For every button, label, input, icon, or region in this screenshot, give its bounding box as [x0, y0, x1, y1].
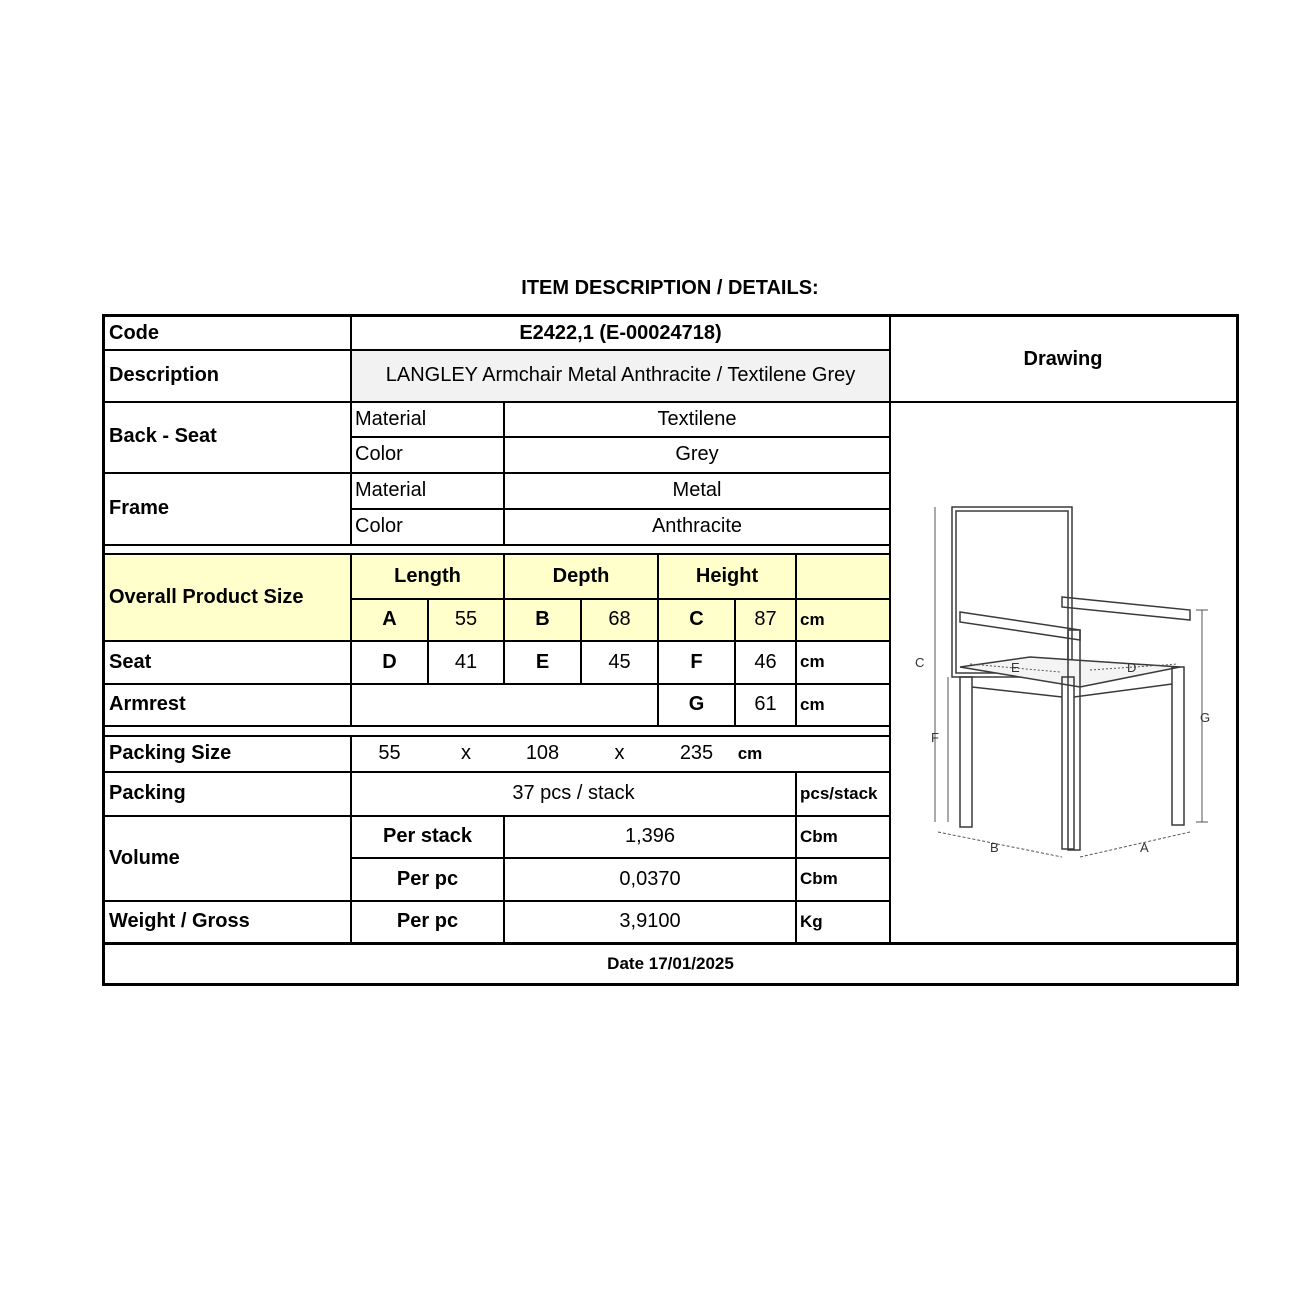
back-seat-color-label: Color	[355, 443, 403, 465]
dim-g-label: G	[688, 693, 705, 715]
dim-line-b	[938, 832, 1062, 857]
drawing-letter-f: F	[931, 730, 939, 745]
date-text: Date 17/01/2025	[607, 954, 734, 973]
chair-leg	[1172, 667, 1184, 825]
drawing-letter-d: D	[1127, 660, 1137, 675]
seat-unit: cm	[800, 652, 825, 671]
armrest-label: Armrest	[109, 693, 186, 715]
packing-label: Packing	[109, 782, 186, 804]
chair-seat	[960, 657, 1180, 687]
dim-line-a	[1080, 832, 1190, 857]
overall-size-label: Overall Product Size	[109, 585, 304, 608]
code-value: E2422,1 (E-00024718)	[519, 322, 722, 344]
overall-unit: cm	[800, 609, 825, 629]
weight-value: 3,9100	[619, 910, 681, 932]
page-title: ITEM DESCRIPTION / DETAILS:	[521, 277, 819, 299]
drawing-letter-g: G	[1200, 710, 1211, 725]
dim-d-label: D	[382, 650, 397, 673]
length-header: Length	[394, 564, 461, 587]
volume-per-pc-unit: Cbm	[800, 869, 838, 888]
dim-f-value: 46	[754, 650, 777, 673]
packing-size-label: Packing Size	[109, 742, 232, 764]
chair-armrest-right	[1062, 597, 1190, 620]
packing-unit: pcs/stack	[800, 783, 878, 803]
details-table	[102, 314, 1239, 986]
dim-d-value: 41	[454, 650, 478, 673]
drawing-label: Drawing	[1023, 347, 1103, 370]
packing-size-depth: 108	[525, 742, 560, 764]
frame-material-value: Metal	[672, 478, 722, 501]
drawing-letter-a: A	[1140, 840, 1149, 855]
drawing-letter-c: C	[915, 655, 925, 670]
back-seat-color-value: Grey	[675, 443, 719, 465]
weight-label: Weight / Gross	[109, 910, 250, 932]
dim-b-label: B	[535, 608, 550, 630]
dim-g-value: 61	[754, 693, 777, 715]
packing-size-height: 235	[679, 742, 714, 764]
volume-per-stack-unit: Cbm	[800, 826, 838, 846]
drawing-letter-b: B	[990, 840, 999, 855]
description-value: LANGLEY Armchair Metal Anthracite / Textilene Grey	[385, 364, 856, 386]
back-seat-material-value: Textilene	[657, 407, 737, 430]
frame-color-value: Anthracite	[651, 514, 743, 537]
height-header: Height	[695, 564, 759, 587]
packing-size-width: 55	[378, 742, 401, 764]
dim-e-label: E	[535, 650, 550, 673]
armrest-unit: cm	[800, 694, 825, 714]
chair-armrest-left	[960, 612, 1080, 640]
dim-c-value: 87	[754, 608, 777, 630]
chair-backrest	[952, 507, 1072, 677]
drawing-letter-e: E	[1011, 660, 1020, 675]
dim-c-label: C	[689, 608, 704, 630]
chair-drawing	[890, 402, 1236, 942]
dim-e-value: 45	[608, 650, 631, 673]
frame-material-label: Material	[355, 478, 427, 501]
weight-unit: Kg	[800, 911, 823, 931]
back-seat-label: Back - Seat	[109, 425, 217, 447]
dim-a-value: 55	[454, 608, 478, 630]
code-label: Code	[109, 322, 159, 344]
weight-per-pc-label: Per pc	[396, 910, 459, 932]
depth-header: Depth	[552, 564, 610, 587]
dim-f-label: F	[690, 650, 703, 673]
packing-value: 37 pcs / stack	[512, 782, 635, 804]
packing-size-x1: x	[461, 742, 471, 764]
seat-label: Seat	[109, 650, 152, 673]
dim-a-label: A	[382, 608, 397, 630]
volume-label: Volume	[109, 846, 180, 869]
dim-b-value: 68	[608, 608, 631, 630]
description-label: Description	[109, 364, 220, 386]
packing-size-x2: x	[614, 742, 625, 764]
volume-per-stack-label: Per stack	[383, 825, 472, 847]
frame-label: Frame	[109, 496, 170, 519]
chair-leg	[960, 677, 972, 827]
volume-per-stack-value: 1,396	[624, 825, 676, 847]
back-seat-material-label: Material	[355, 407, 427, 430]
volume-per-pc-label: Per pc	[396, 867, 459, 890]
packing-size-unit: cm	[737, 743, 763, 763]
frame-color-label: Color	[355, 514, 403, 537]
volume-per-pc-value: 0,0370	[619, 867, 681, 890]
